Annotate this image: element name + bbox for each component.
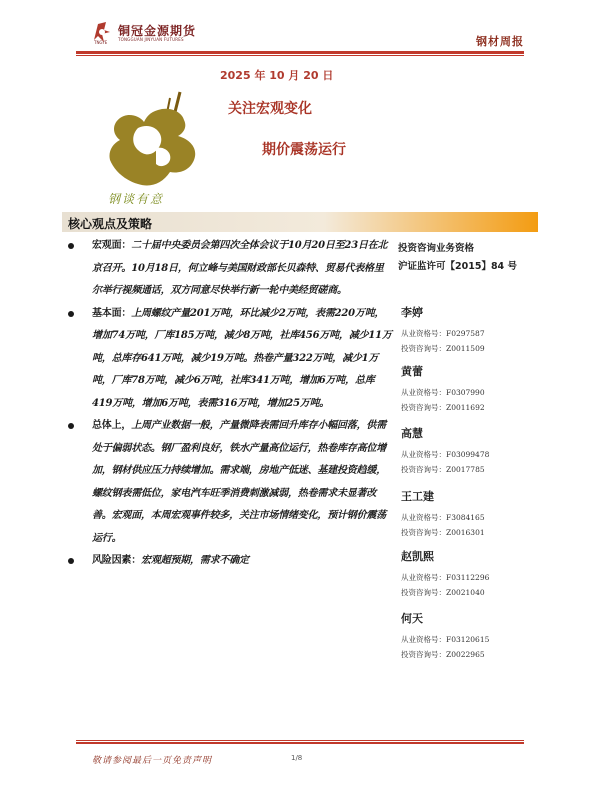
analyst-card (401, 610, 541, 662)
header-divider-thin (76, 55, 524, 56)
analyst-advisory-id: 投资咨询号：Z0021040 (401, 588, 485, 597)
bullet-text: 宏观超预期，需求不确定 (141, 555, 249, 566)
analyst-name: 李婷 (401, 306, 423, 319)
company-name-cn: 铜冠金源期货 (118, 24, 197, 38)
header-divider (76, 51, 524, 54)
list-item (62, 235, 392, 303)
logo-mark-text: TNGYE (94, 40, 108, 45)
company-name-en: TONGGUAN JINYUAN FUTURES (118, 37, 184, 42)
analyst-advisory-id: 投资咨询号：Z0011509 (401, 344, 485, 353)
bullet-lead: 总体上， (92, 420, 132, 431)
bullet-text: 上周螺纹产量201万吨，环比减少2万吨，表需220万吨，增加74万吨，厂库185万吨，减少8万吨，社库456万吨，减少11万吨，总库存641万吨，减少19万吨。热卷产量322万吨，减少1万吨，厂库78万吨，减少6万吨，社库341万吨，增加6万吨，总库419万吨，增加6万吨，表需316万吨，增加25万吨。 (92, 307, 392, 409)
headline-line-2: 期价震荡运行 (262, 142, 346, 158)
analyst-card (401, 548, 541, 600)
analyst-practice-id: 从业资格号：F0307990 (401, 388, 485, 397)
analyst-practice-id: 从业资格号：F3084165 (401, 513, 485, 522)
analyst-name: 黄蕾 (401, 365, 423, 378)
bullet-text: 二十届中央委员会第四次全体会议于10月20日至23日在北京召开。10月18日，何立峰与美国财政部长贝森特、贸易代表格里尔举行视频通话，双方同意尽快举行新一轮中美经贸磋商。 (92, 240, 388, 296)
bullet-lead: 风险因素： (92, 555, 141, 566)
report-type: 钢材周报 (476, 35, 524, 48)
analyst-practice-id: 从业资格号：F03099478 (401, 450, 490, 459)
disclaimer-note: 敬请参阅最后一页免责声明 (92, 756, 213, 766)
section-title: 核心观点及策略 (68, 217, 153, 231)
headline-line-1: 关注宏观变化 (228, 101, 312, 117)
qualification-license: 沪证监许可【2015】84 号 (398, 261, 517, 272)
analyst-card (401, 425, 541, 477)
list-item (62, 550, 392, 573)
list-item (62, 415, 392, 550)
analyst-advisory-id: 投资咨询号：Z0016301 (401, 528, 485, 537)
analyst-practice-id: 从业资格号：F0297587 (401, 329, 485, 338)
bullet-lead: 宏观面： (92, 240, 132, 251)
footer-divider-thin (76, 740, 524, 741)
bullet-dot-icon (68, 311, 74, 317)
analyst-advisory-id: 投资咨询号：Z0022965 (401, 650, 485, 659)
analyst-advisory-id: 投资咨询号：Z0011692 (401, 403, 485, 412)
list-item (62, 303, 392, 416)
bullet-lead: 基本面： (92, 307, 132, 319)
analyst-name: 王工建 (401, 490, 434, 503)
analyst-advisory-id: 投资咨询号：Z0017785 (401, 465, 485, 474)
bullet-text: 上周产业数据一般，产量微降表需回升库存小幅回落，供需处于偏弱状态。钢厂盈利良好，铁水产量高位运行，热卷库存高位增加，钢材供应压力持续增加。需求端，房地产低迷、基建投资趋缓，螺纹钢表需低位，家电汽车旺季消费刺激减弱，热卷需求未显著改善。宏观面，本周宏观事件较多，关注市场情绪变化，预计钢价震荡运行。 (92, 420, 387, 544)
analyst-card (401, 304, 541, 356)
emblem-caption: 钢谈有意 (108, 192, 165, 206)
analyst-practice-id: 从业资格号：F03120615 (401, 635, 490, 644)
key-points-list (62, 235, 392, 573)
bullet-dot-icon (68, 558, 74, 564)
analyst-name: 高慧 (401, 427, 423, 440)
report-date: 2025 年 10 月 20 日 (220, 69, 334, 82)
page-number: 1/8 (291, 754, 303, 762)
analyst-name: 赵凯熙 (401, 550, 434, 563)
analyst-name: 何天 (401, 612, 423, 625)
analyst-card (401, 488, 541, 540)
qualification-title: 投资咨询业务资格 (398, 243, 475, 254)
analyst-practice-id: 从业资格号：F03112296 (401, 573, 490, 582)
analyst-card (401, 363, 541, 415)
bullet-dot-icon (68, 423, 74, 429)
footer-divider (76, 742, 524, 744)
bullet-dot-icon (68, 243, 74, 249)
